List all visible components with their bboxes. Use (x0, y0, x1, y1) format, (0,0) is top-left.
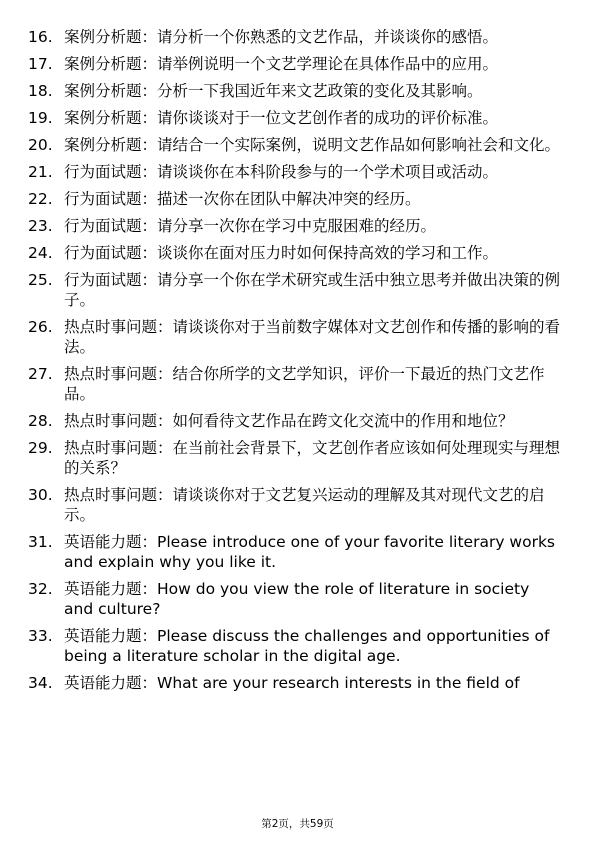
question-item (28, 135, 563, 155)
question-text: 热点时事问题：请谈谈你对于当前数字媒体对文艺创作和传播的影响的看法。 (64, 318, 561, 356)
question-item (28, 579, 563, 619)
question-item (28, 108, 563, 128)
question-text: 案例分析题：请分析一个你熟悉的文艺作品，并谈谈你的感悟。 (64, 28, 499, 46)
question-text: 热点时事问题：在当前社会背景下，文艺创作者应该如何处理现实与理想的关系？ (64, 439, 561, 477)
question-number: 28. (28, 412, 53, 430)
question-item (28, 411, 563, 431)
question-number: 26. (28, 318, 53, 336)
question-number: 31. (28, 533, 53, 551)
page-number-footer: 第2页，共59页 (261, 818, 334, 830)
question-text: 热点时事问题：如何看待文艺作品在跨文化交流中的作用和地位？ (64, 412, 514, 430)
question-number: 16. (28, 28, 53, 46)
question-number: 25. (28, 271, 53, 289)
question-text: 行为面试题：谈谈你在面对压力时如何保持高效的学习和工作。 (64, 244, 499, 262)
question-item (28, 317, 563, 357)
question-item (28, 81, 563, 101)
question-text: 案例分析题：分析一下我国近年来文艺政策的变化及其影响。 (64, 82, 483, 100)
question-item (28, 162, 563, 182)
question-number: 32. (28, 580, 53, 598)
question-number: 23. (28, 217, 53, 235)
question-item (28, 189, 563, 209)
question-item (28, 54, 563, 74)
question-number: 21. (28, 163, 53, 181)
question-text: 英语能力题：Please introduce one of your favorite literary works and explain why you like it. (64, 533, 555, 571)
question-number: 27. (28, 365, 53, 383)
question-text: 行为面试题：请分享一次你在学习中克服困难的经历。 (64, 217, 437, 235)
question-text: 热点时事问题：请谈谈你对于文艺复兴运动的理解及其对现代文艺的启示。 (64, 486, 545, 524)
question-number: 24. (28, 244, 53, 262)
question-number: 30. (28, 486, 53, 504)
question-item (28, 216, 563, 236)
question-text: 行为面试题：请分享一个你在学术研究或生活中独立思考并做出决策的例子。 (64, 271, 561, 309)
question-text: 热点时事问题：结合你所学的文艺学知识，评价一下最近的热门文艺作品。 (64, 365, 545, 403)
question-text: 案例分析题：请你谈谈对于一位文艺创作者的成功的评价标准。 (64, 109, 499, 127)
question-text: 英语能力题：What are your research interests in the field of (64, 674, 520, 692)
question-item (28, 364, 563, 404)
question-number: 34. (28, 674, 53, 692)
question-number: 22. (28, 190, 53, 208)
question-item (28, 270, 563, 310)
question-number: 20. (28, 136, 53, 154)
question-item (28, 438, 563, 478)
question-item (28, 673, 563, 693)
question-text: 案例分析题：请举例说明一个文艺学理论在具体作品中的应用。 (64, 55, 499, 73)
question-number: 33. (28, 627, 53, 645)
question-item (28, 485, 563, 525)
question-number: 29. (28, 439, 53, 457)
question-text: 行为面试题：描述一次你在团队中解决冲突的经历。 (64, 190, 421, 208)
question-item (28, 243, 563, 263)
question-text: 案例分析题：请结合一个实际案例，说明文艺作品如何影响社会和文化。 (64, 136, 561, 154)
question-text: 英语能力题：Please discuss the challenges and opportunities of being a literature scholar in the digital age. (64, 627, 550, 665)
question-number: 17. (28, 55, 53, 73)
question-text: 行为面试题：请谈谈你在本科阶段参与的一个学术项目或活动。 (64, 163, 499, 181)
question-number: 19. (28, 109, 53, 127)
question-number: 18. (28, 82, 53, 100)
question-list (28, 27, 563, 700)
question-item (28, 532, 563, 572)
question-item (28, 27, 563, 47)
question-text: 英语能力题：How do you view the role of literature in society and culture? (64, 580, 530, 618)
question-item (28, 626, 563, 666)
